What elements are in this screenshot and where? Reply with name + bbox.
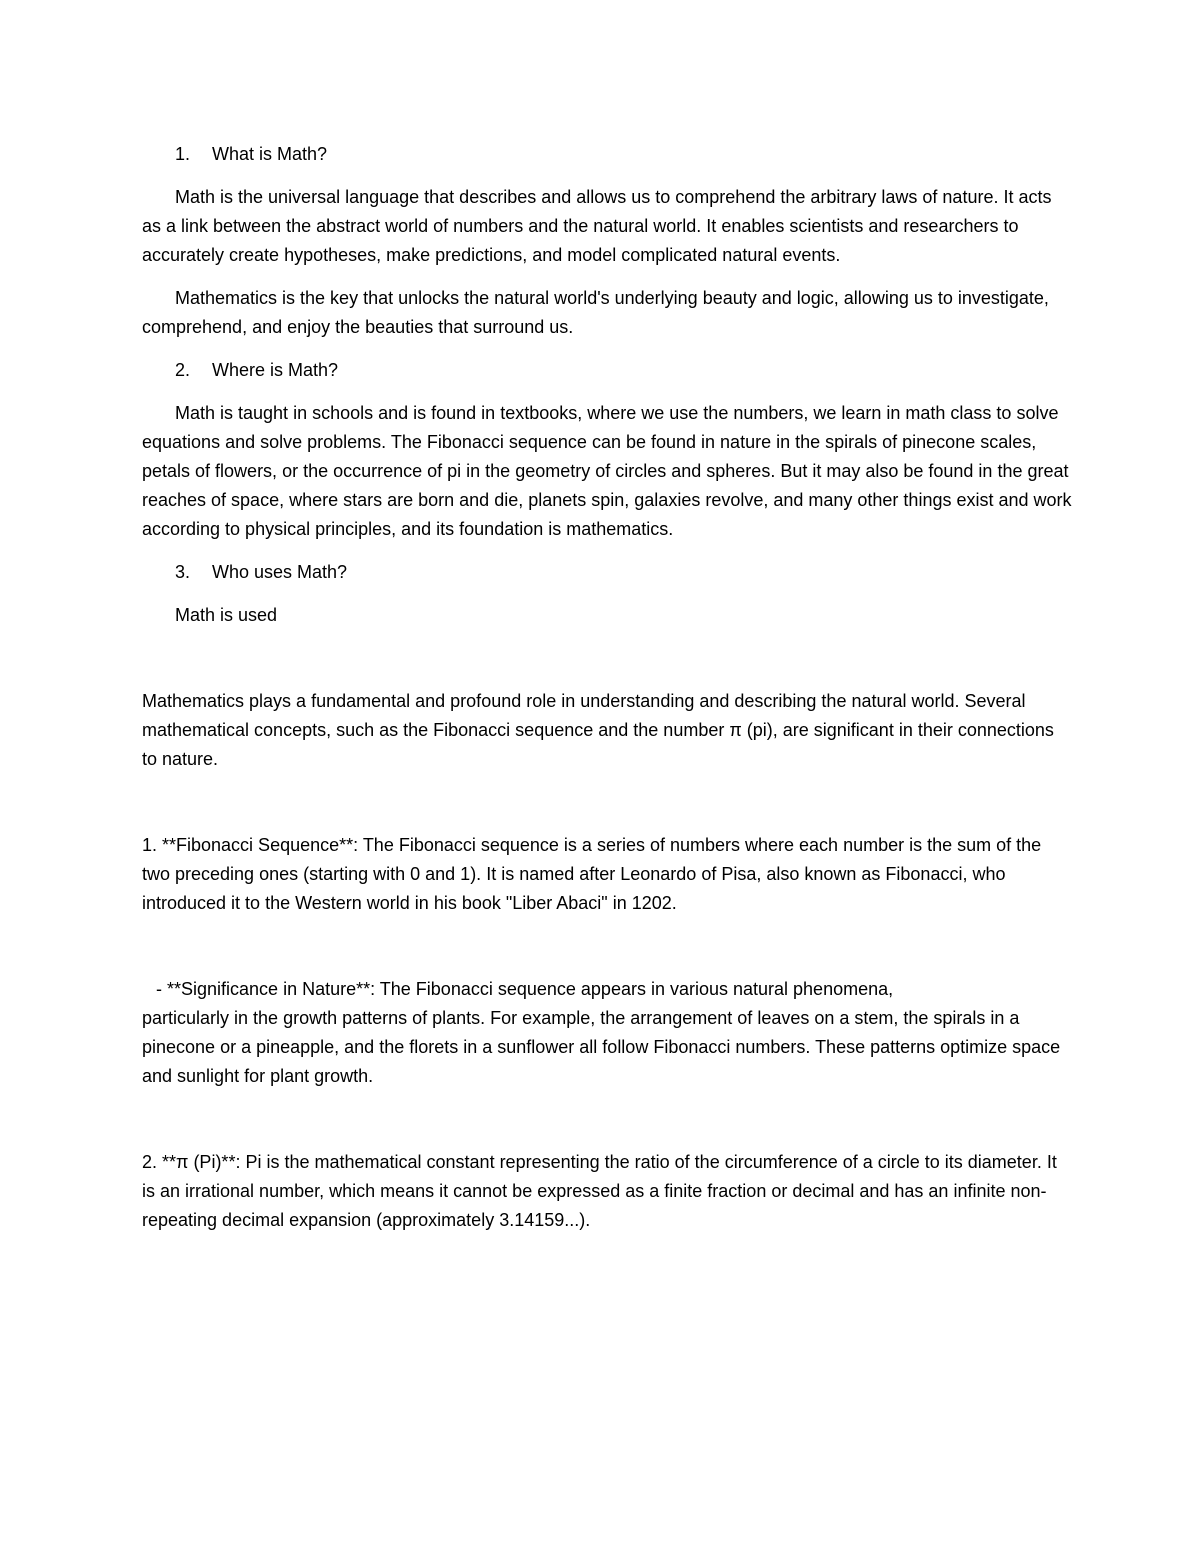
- section-1-paragraph-1: Math is the universal language that describes and allows us to comprehend the arbitrary laws of nature. It acts as a link between the abstract world of numbers and the natural world. It enables scientists and researchers to accurately create hypotheses, make predictions, and model complicated natural events.: [142, 187, 1052, 265]
- spacer: [142, 918, 1072, 975]
- document-body: [142, 140, 1072, 1235]
- section-1-number: 1.: [175, 144, 191, 164]
- fibonacci-significance-first-line: - **Significance in Nature**: The Fibonacci sequence appears in various natural phenomena,: [156, 979, 894, 999]
- pi-paragraph: 2. **π (Pi)**: Pi is the mathematical constant representing the ratio of the circumference of a circle to its diameter. It is an irrational number, which means it cannot be expressed as a finite fraction or decimal and has an infinite non-repeating decimal expansion (approximately 3.14159...).: [142, 1152, 1057, 1230]
- section-3-heading: [142, 558, 1072, 587]
- fibonacci-paragraph: 1. **Fibonacci Sequence**: The Fibonacci sequence is a series of numbers where each number is the sum of the two preceding ones (starting with 0 and 1). It is named after Leonardo of Pisa, also known as Fibonacci, who introduced it to the Western world in his book "Liber Abaci" in 1202.: [142, 835, 1042, 913]
- section-1-heading: [142, 140, 1072, 169]
- section-1-paragraph-2: Mathematics is the key that unlocks the natural world's underlying beauty and logic, allowing us to investigate, comprehend, and enjoy the beauties that surround us.: [142, 288, 1049, 337]
- section-2-title: Where is Math?: [212, 360, 339, 380]
- section-1-title: What is Math?: [212, 144, 328, 164]
- spacer: [142, 630, 1072, 687]
- section-3-title: Who uses Math?: [212, 562, 348, 582]
- section-3-paragraph: Math is used: [175, 605, 278, 625]
- section-3-number: 3.: [175, 562, 191, 582]
- spacer: [142, 774, 1072, 831]
- intro-paragraph: Mathematics plays a fundamental and profound role in understanding and describing the natural world. Several mathematical concepts, such as the Fibonacci sequence and the number π (pi), are significant in their connections to nature.: [142, 691, 1054, 769]
- spacer: [142, 1091, 1072, 1148]
- fibonacci-significance-rest: particularly in the growth patterns of plants. For example, the arrangement of leaves on a stem, the spirals in a pinecone or a pineapple, and the florets in a sunflower all follow Fibonacci numbers. These patterns optimize space and sunlight for plant growth.: [142, 1008, 1061, 1086]
- section-2-heading: [142, 356, 1072, 385]
- section-2-paragraph: Math is taught in schools and is found in textbooks, where we use the numbers, we learn in math class to solve equations and solve problems. The Fibonacci sequence can be found in nature in the spirals of pinecone scales, petals of flowers, or the occurrence of pi in the geometry of circles and spheres. But it may also be found in the great reaches of space, where stars are born and die, planets spin, galaxies revolve, and many other things exist and work according to physical principles, and its foundation is mathematics.: [142, 403, 1072, 539]
- section-2-number: 2.: [175, 360, 191, 380]
